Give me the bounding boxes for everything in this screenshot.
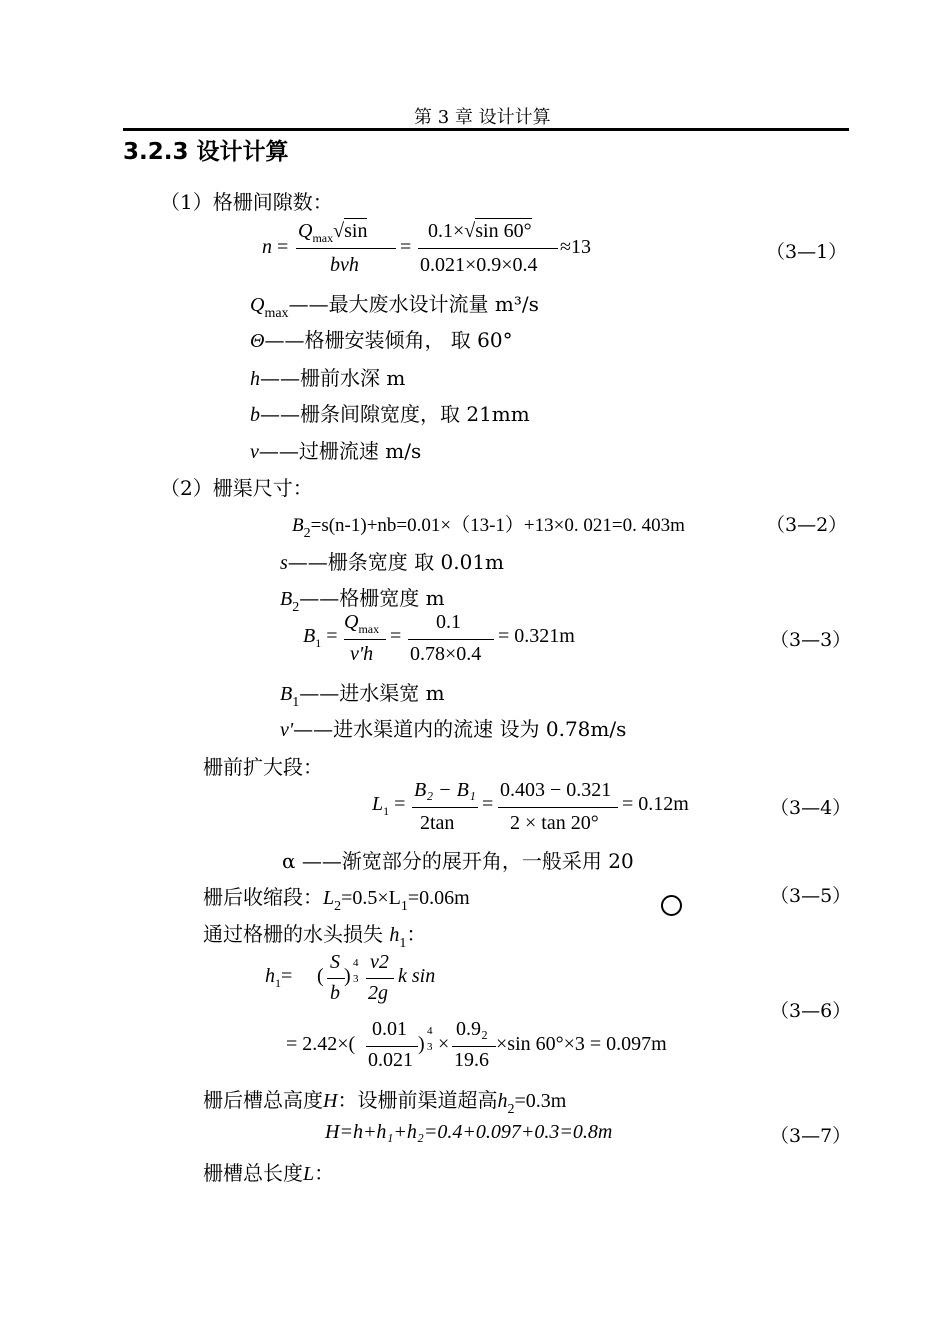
- eq3-number: （3—3）: [770, 629, 852, 651]
- eq2-number: （3—2）: [766, 514, 848, 536]
- eq1-fracline-left: [296, 248, 396, 249]
- eq3-fracline-left: [344, 639, 386, 640]
- header-rule: [123, 128, 849, 131]
- running-header: 第 3 章 设计计算: [414, 107, 551, 128]
- eq6-fracline-d: [452, 1046, 496, 1047]
- def-b: b——栅条间隙宽度，取 21mm: [250, 402, 530, 426]
- eq1-den-left: bvh: [330, 254, 359, 276]
- eq1-equals: =: [400, 236, 412, 258]
- eq1-num-left: $Q_{max}√\sin$: [298, 220, 368, 245]
- part2-heading: （2）栅渠尺寸：: [160, 476, 313, 500]
- total-length-line: 栅槽总长度L：: [203, 1161, 335, 1185]
- eq4-fracline-right: [498, 807, 618, 808]
- def-s: s——栅条宽度 取 0.01m: [280, 550, 505, 574]
- alpha-def: α ——渐宽部分的展开角，一般采用 20: [282, 849, 634, 873]
- def-theta: Θ——格栅安装倾角， 取 60°: [250, 328, 513, 352]
- eq4-number: （3—4）: [770, 797, 852, 819]
- def-qmax: $Q_{max}——$最大废水设计流量 m³/s: [250, 292, 539, 321]
- eq6-fracline-a: [327, 978, 345, 979]
- part1-heading: （1）格栅间隙数：: [160, 190, 333, 214]
- eq1-den-right: 0.021×0.9×0.4: [420, 254, 538, 276]
- expand-label: 栅前扩大段：: [203, 755, 323, 779]
- equation-3-7: H=h+h₁+h₂=0.4+0.097+0.3=0.8m: [325, 1121, 613, 1143]
- def-h: h——栅前水深 m: [250, 366, 406, 390]
- equation-3-5: 栅后收缩段：$L_2=0.5\times L_1=0.06m$: [203, 885, 470, 914]
- def-v-prime: v'——进水渠道内的流速 设为 0.78m/s: [280, 717, 627, 741]
- eq1-fracline-right: [418, 248, 558, 249]
- equation-3-2: $B_2=s(n-1)+nb=0.01\times(13-1)+13\times 0$. 021=0. 403m: [292, 515, 685, 541]
- eq6-fracline-c: [366, 1046, 418, 1047]
- section-title: 3.2.3 设计计算: [123, 139, 289, 165]
- def-v: v——过栅流速 m/s: [250, 439, 422, 463]
- eq7-number: （3—7）: [770, 1125, 852, 1147]
- eq1-lhs: n: [262, 236, 272, 258]
- eq3-fracline-right: [408, 639, 494, 640]
- circle-mark-icon: [661, 895, 682, 916]
- eq6-number: （3—6）: [770, 1000, 852, 1022]
- eq1-result: ≈13: [560, 236, 591, 258]
- total-height-line: 栅后槽总高度H：设栅前渠道超高$h_2=0.3m$: [203, 1088, 567, 1117]
- def-b2: $B_2——$格栅宽度 m: [280, 586, 445, 615]
- eq5-number: （3—5）: [770, 885, 852, 907]
- def-b1: $B_1——$进水渠宽 m: [280, 681, 445, 710]
- eq1-number: （3—1）: [766, 241, 848, 263]
- headloss-label: 通过格栅的水头损失 $h_1$：: [203, 922, 427, 951]
- eq6-fracline-b: [366, 978, 394, 979]
- eq4-fracline-left: [412, 807, 478, 808]
- eq1-num-right: 0.1×√sin 60°: [428, 220, 532, 242]
